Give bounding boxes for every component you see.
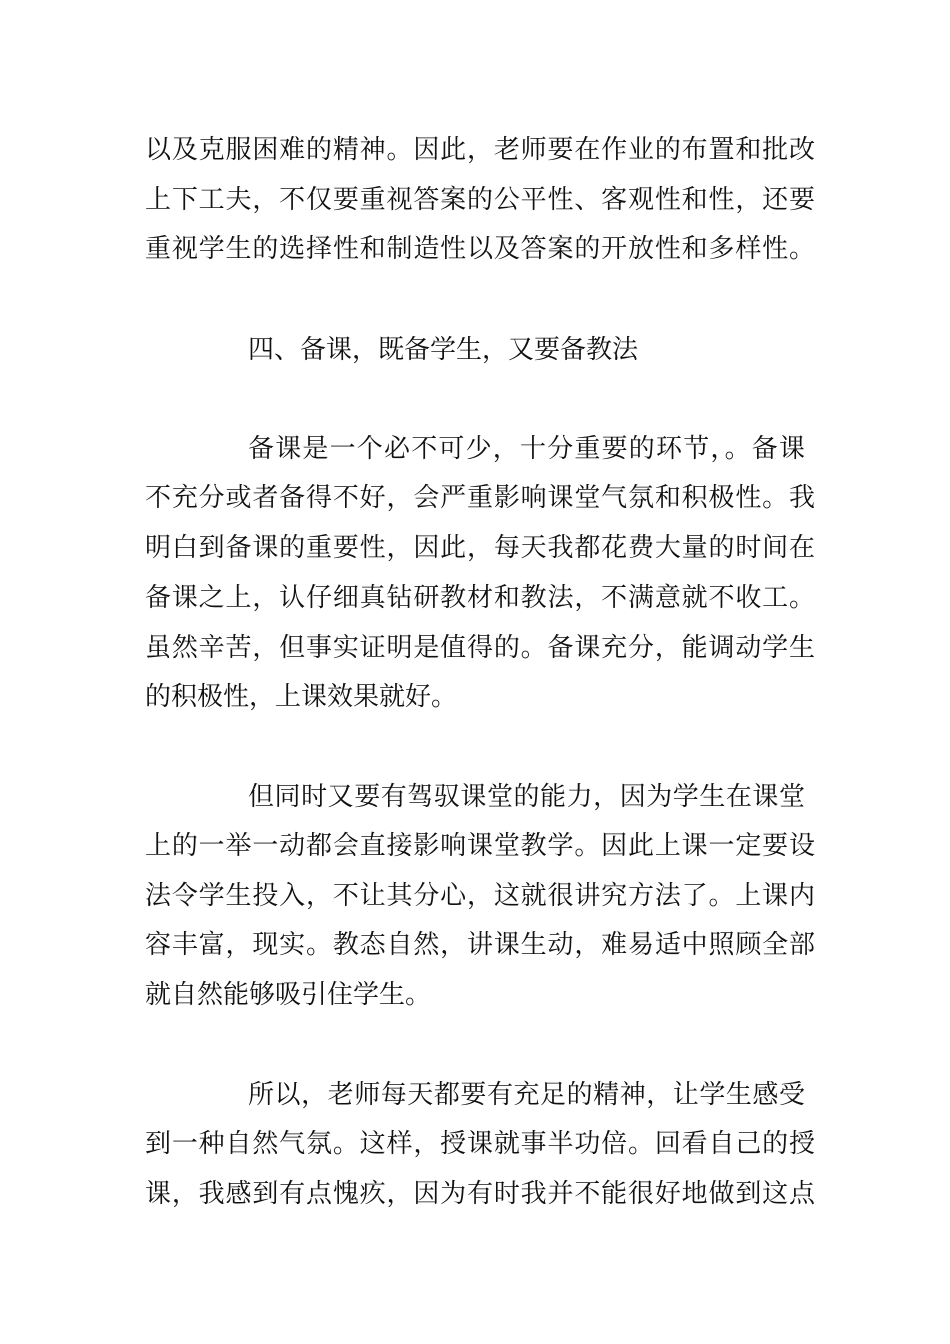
- section-heading: 四、备课，既备学生，又要备教法: [248, 335, 639, 365]
- paragraph-3-line-6: 的积极性，上课效果就好。: [145, 682, 458, 712]
- paragraph-3-line-1: 备课是一个必不可少，十分重要的环节，。备课: [248, 434, 805, 464]
- paragraph-3-line-5: 虽然辛苦，但事实证明是值得的。备课充分，能调动学生: [145, 633, 815, 663]
- paragraph-3-line-3: 明白到备课的重要性，因此，每天我都花费大量的时间在: [145, 533, 815, 563]
- paragraph-4-line-4: 容丰富，现实。教态自然，讲课生动，难易适中照顾全部: [145, 930, 815, 960]
- paragraph-4-line-5: 就自然能够吸引住学生。: [145, 980, 432, 1010]
- paragraph-3-line-4: 备课之上，认仔细真钻研教材和教法，不满意就不收工。: [145, 583, 815, 613]
- paragraph-5-line-2: 到一种自然气氛。这样，授课就事半功倍。回看自己的授: [145, 1129, 815, 1159]
- paragraph-4-line-1: 但同时又要有驾驭课堂的能力，因为学生在课堂: [248, 782, 805, 812]
- paragraph-5-line-3: 课，我感到有点愧疚，因为有时我并不能很好地做到这点: [145, 1179, 815, 1209]
- paragraph-1-line-3: 重视学生的选择性和制造性以及答案的开放性和多样性。: [145, 234, 815, 264]
- paragraph-5-line-1: 所以，老师每天都要有充足的精神，让学生感受: [248, 1080, 805, 1110]
- paragraph-1-line-2: 上下工夫，不仅要重视答案的公平性、客观性和性，还要: [145, 185, 815, 215]
- paragraph-3-line-2: 不充分或者备得不好，会严重影响课堂气氛和积极性。我: [145, 483, 815, 513]
- paragraph-4-line-2: 上的一举一动都会直接影响课堂教学。因此上课一定要设: [145, 831, 815, 861]
- paragraph-1-line-1: 以及克服困难的精神。因此，老师要在作业的布置和批改: [145, 135, 815, 165]
- paragraph-4-line-3: 法令学生投入，不让其分心，这就很讲究方法了。上课内: [145, 881, 815, 911]
